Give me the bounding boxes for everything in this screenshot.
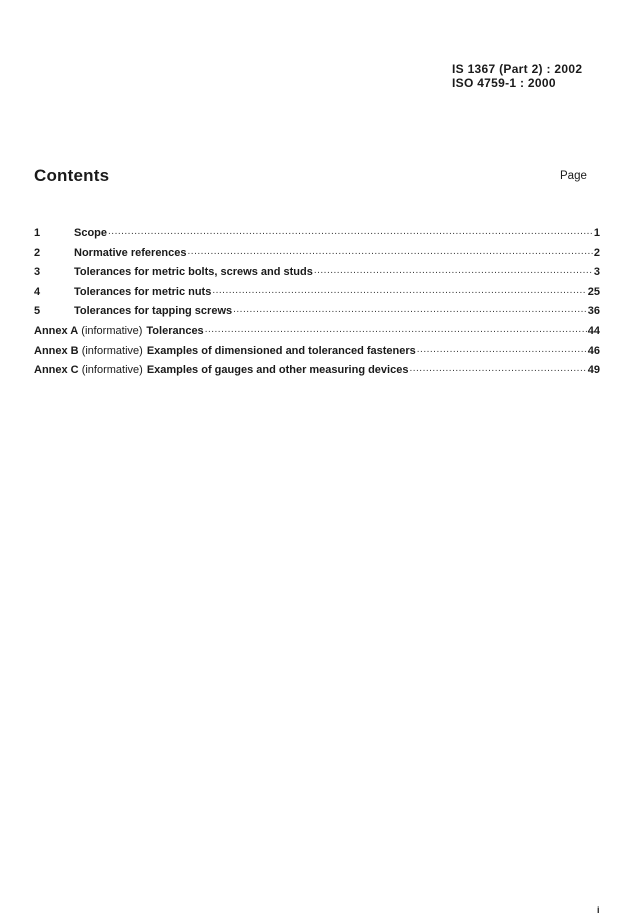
toc-entry-title: Examples of gauges and other measuring devices — [146, 364, 409, 377]
toc-entry-page: 1 — [593, 227, 600, 239]
toc-entry-4[interactable] — [34, 283, 600, 303]
page-column-label: Page — [560, 170, 587, 182]
toc-entry-page: 36 — [587, 305, 600, 318]
toc-entry-page: 44 — [587, 324, 600, 337]
toc-entry-5[interactable] — [34, 302, 600, 322]
toc-dot-leader — [205, 322, 587, 334]
toc-entry-title: Scope — [74, 227, 108, 239]
table-of-contents — [34, 224, 600, 381]
standard-number-iso: ISO 4759-1 : 2000 — [452, 76, 556, 90]
toc-annex-designation — [34, 364, 143, 376]
toc-dot-leader — [108, 224, 593, 236]
toc-entry-number: 2 — [34, 246, 41, 259]
toc-entry-2[interactable] — [34, 244, 600, 264]
annex-label: Annex B — [34, 344, 79, 357]
annex-type: (informative) — [81, 344, 143, 357]
annex-type: (informative) — [81, 324, 143, 337]
annex-type: (informative) — [81, 364, 143, 377]
toc-entry-title: Normative references — [74, 246, 187, 259]
toc-entry-number: 5 — [34, 305, 41, 318]
toc-entry-page: 25 — [587, 285, 600, 298]
toc-entry-title: Tolerances for tapping screws — [74, 305, 233, 318]
toc-entry-page: 46 — [587, 344, 600, 357]
annex-label: Annex A — [34, 324, 79, 337]
toc-entry-number: 1 — [34, 227, 41, 239]
toc-entry-title: Tolerances for metric nuts — [74, 285, 212, 298]
toc-entry-title: Tolerances — [146, 324, 204, 337]
toc-entry-number: 4 — [34, 285, 41, 298]
toc-dot-leader — [212, 283, 586, 295]
toc-dot-leader — [417, 342, 587, 354]
toc-dot-leader — [233, 302, 587, 314]
toc-dot-leader — [314, 263, 593, 275]
toc-entry-number: 3 — [34, 266, 41, 279]
toc-annex-a[interactable] — [34, 322, 600, 342]
toc-entry-1[interactable] — [34, 224, 600, 244]
toc-annex-c[interactable] — [34, 361, 600, 381]
toc-entry-page: 49 — [587, 364, 600, 377]
toc-annex-designation — [34, 345, 143, 357]
toc-entry-3[interactable] — [34, 263, 600, 283]
toc-annex-b[interactable] — [34, 342, 600, 362]
contents-heading: Contents — [34, 166, 110, 185]
annex-label: Annex C — [34, 364, 79, 377]
document-header — [452, 62, 622, 90]
toc-entry-page: 2 — [593, 246, 600, 259]
toc-annex-designation — [34, 325, 142, 337]
standard-number-is: IS 1367 (Part 2) : 2002 — [452, 62, 583, 76]
toc-dot-leader — [409, 361, 586, 373]
toc-entry-title: Examples of dimensioned and toleranced fasteners — [146, 344, 416, 357]
toc-entry-page: 3 — [593, 266, 600, 279]
toc-dot-leader — [188, 244, 593, 256]
toc-entry-title: Tolerances for metric bolts, screws and studs — [74, 266, 313, 279]
page-number: i — [597, 905, 600, 915]
